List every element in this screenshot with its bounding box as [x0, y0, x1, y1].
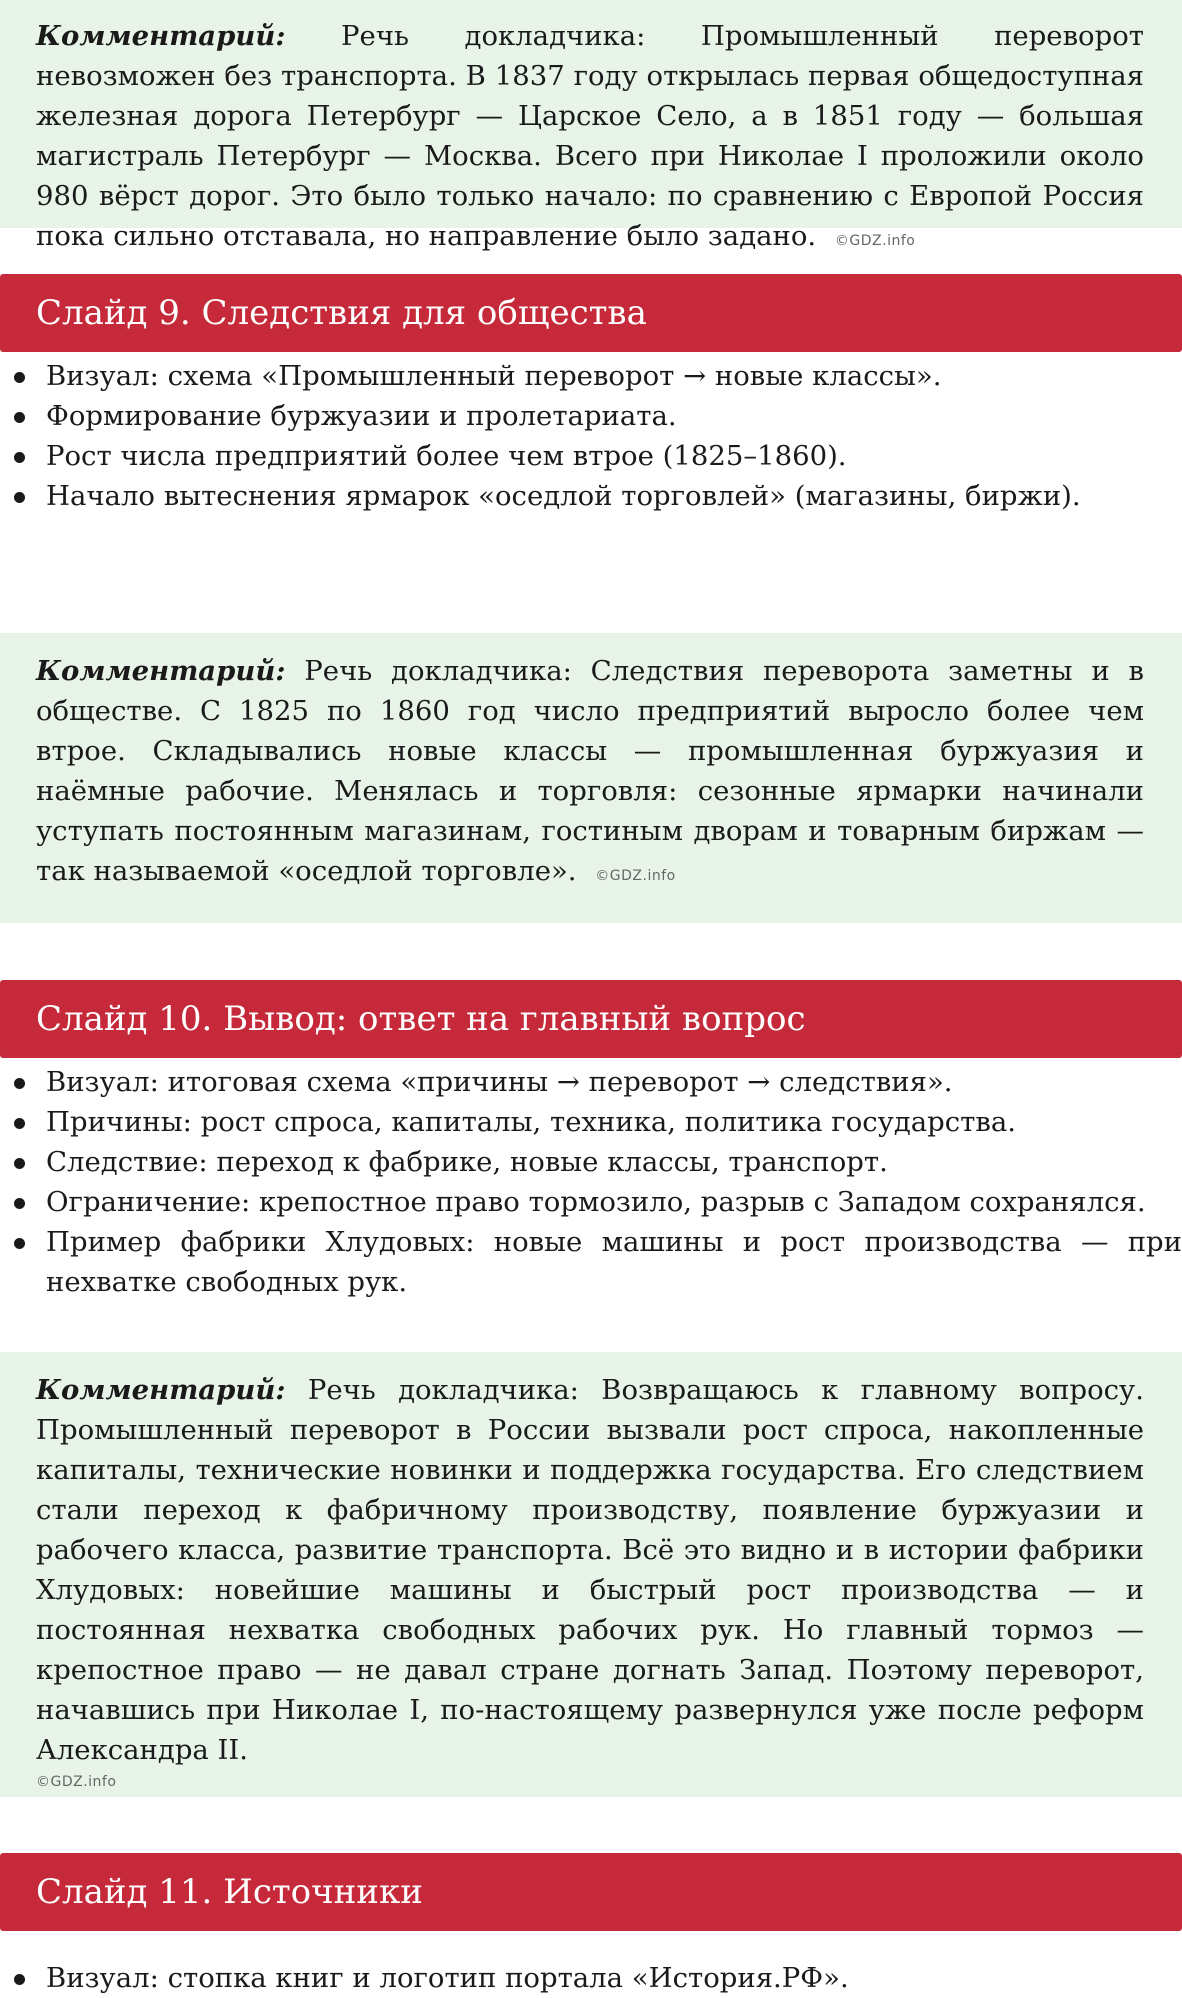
comment-text: Речь докладчика: Следствия переворота заметны и в обществе. С 1825 по 1860 год число предприятий выросло более чем втрое. Складывались новые классы — промышленная буржуазия и наёмные рабочие. Менялась и торговля: сезонные ярмарки начинали уступать постоянным магазинам, гостиным дворам и товарным биржам — так называемой «оседлой торговле».: [36, 655, 1144, 887]
bullet-icon: [14, 1078, 25, 1089]
comment-label: Комментарий:: [36, 1374, 286, 1406]
slide-10-header: [0, 980, 1182, 1058]
slide-10-title: Слайд 10. Вывод: ответ на главный вопрос: [36, 999, 806, 1039]
bullet-item: Визуал: стопка книг и логотип портала «История.РФ».: [0, 1958, 1182, 1998]
slide-11-bullets: [0, 1958, 1182, 1998]
slide-9-title: Слайд 9. Следствия для общества: [36, 293, 647, 333]
bullet-item: Пример фабрики Хлудовых: новые машины и рост производства — при нехватке свободных рук.: [0, 1222, 1182, 1302]
watermark: ©GDZ.info: [36, 1774, 117, 1790]
bullet-item: Визуал: схема «Промышленный переворот → новые классы».: [0, 356, 1182, 396]
bullet-icon: [14, 452, 25, 463]
watermark: ©GDZ.info: [834, 233, 916, 249]
bullet-icon: [14, 1974, 25, 1985]
bullet-item: Формирование буржуазии и пролетариата.: [0, 396, 1182, 436]
comment-label: Комментарий:: [36, 655, 286, 687]
bullet-icon: [14, 412, 25, 423]
bullet-item: Причины: рост спроса, капиталы, техника, политика государства.: [0, 1102, 1182, 1142]
bullet-item: Визуал: итоговая схема «причины → переворот → следствия».: [0, 1062, 1182, 1102]
bullet-icon: [14, 1118, 25, 1129]
slide-9-header: [0, 274, 1182, 352]
comment-block-slide-9: [0, 633, 1182, 923]
bullet-icon: [14, 1198, 25, 1209]
slide-10-bullets: [0, 1062, 1182, 1302]
bullet-item: Ограничение: крепостное право тормозило, разрыв с Западом сохранялся.: [0, 1182, 1182, 1222]
comment-text: Речь докладчика: Промышленный переворот невозможен без транспорта. В 1837 году открылась первая общедоступная железная дорога Петербург — Царское Село, а в 1851 году — большая магистраль Петербург — Москва. Всего при Николае I проложили около 980 вёрст дорог. Это было только начало: по сравнению с Европой Россия пока сильно отставала, но направление было задано.: [36, 20, 1144, 252]
watermark: ©GDZ.info: [595, 868, 676, 884]
bullet-item: Следствие: переход к фабрике, новые классы, транспорт.: [0, 1142, 1182, 1182]
slide-9-bullets: [0, 356, 1182, 516]
bullet-item: Рост числа предприятий более чем втрое (1825–1860).: [0, 436, 1182, 476]
bullet-item: Начало вытеснения ярмарок «оседлой торговлей» (магазины, биржи).: [0, 476, 1182, 516]
slide-11-title: Слайд 11. Источники: [36, 1872, 423, 1912]
slide-11-header: [0, 1853, 1182, 1931]
comment-text: Речь докладчика: Возвращаюсь к главному вопросу. Промышленный переворот в России вызвали рост спроса, накопленные капиталы, технические новинки и поддержка государства. Его следствием стали переход к фабричному производству, появление буржуазии и рабочего класса, развитие транспорта. Всё это видно и в истории фабрики Хлудовых: новейшие машины и быстрый рост производства — и постоянная нехватка свободных рабочих рук. Но главный тормоз — крепостное право — не давал стране догнать Запад. Поэтому переворот, начавшись при Николае I, по-настоящему развернулся уже после реформ Александра II.: [36, 1374, 1144, 1766]
bullet-icon: [14, 1238, 25, 1249]
comment-label: Комментарий:: [36, 20, 286, 52]
comment-block-slide-10: [0, 1352, 1182, 1797]
bullet-icon: [14, 492, 25, 503]
bullet-icon: [14, 372, 25, 383]
bullet-icon: [14, 1158, 25, 1169]
comment-block-top: [0, 0, 1182, 252]
